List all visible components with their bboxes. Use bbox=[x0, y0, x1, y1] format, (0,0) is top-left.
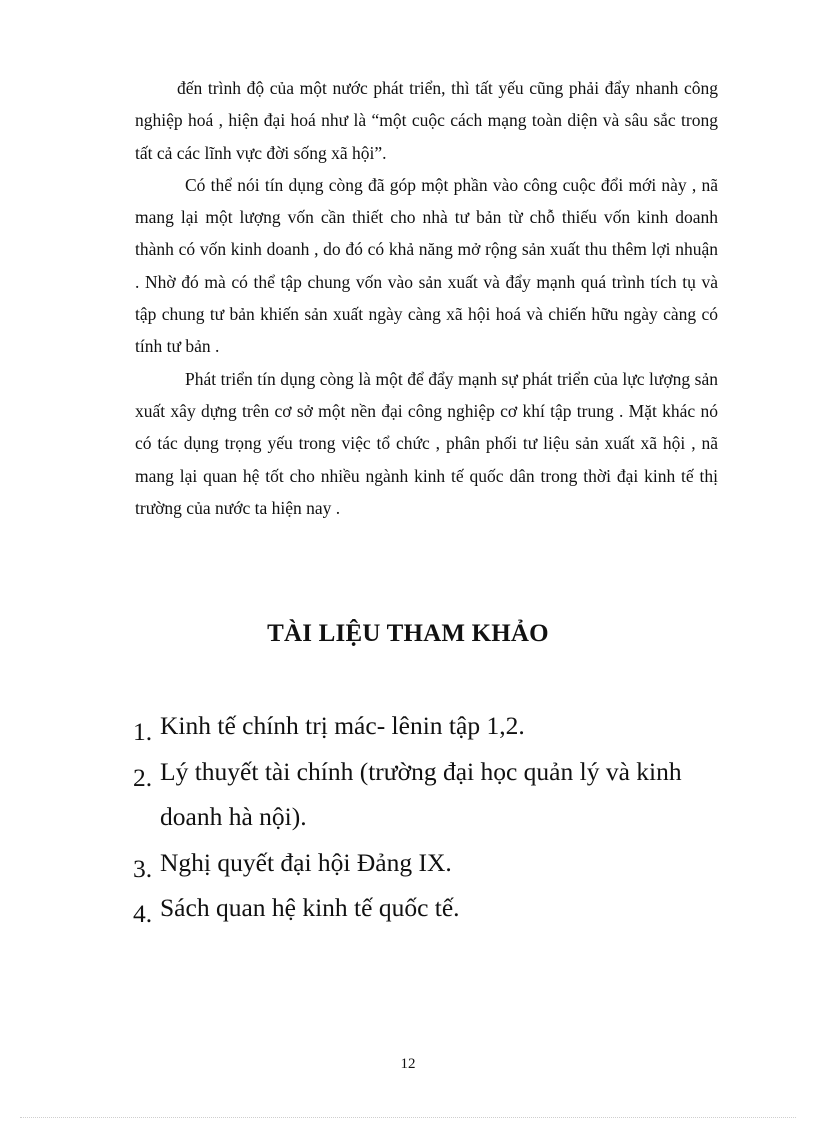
paragraph-3: Phát triển tín dụng còng là một để đẩy mạnh sự phát triển của lực lượng sản xuất xây dựng trên cơ sở một nền đại công nghiệp cơ khí tập trung . Mặt khác nó có tác dụng trọng yếu trong việc tổ chức , phân phối tư liệu sản xuất xã hội , nã mang lại quan hệ tốt cho nhiều ngành kinh tế quốc dân trong thời đại kinh tế thị trường của nước ta hiện nay . bbox=[135, 368, 718, 518]
references-heading: TÀI LIỆU THAM KHẢO bbox=[267, 620, 549, 647]
reference-text: Lý thuyết tài chính (trường đại học quản lý và kinh doanh hà nội). bbox=[160, 756, 682, 831]
reference-item-2 bbox=[133, 749, 733, 840]
reference-number: 4. bbox=[133, 899, 153, 928]
paragraph-2: Có thể nói tín dụng còng đã góp một phần vào công cuộc đổi mới này , nã mang lại một lượng vốn cần thiết cho nhà tư bản từ chỗ thiếu vốn kinh doanh thành có vốn kinh doanh , do đó có khả năng mở rộng sản xuất thu thêm lợi nhuận . Nhờ đó mà có thể tập chung vốn vào sản xuất và đẩy mạnh quá trình tích tụ và tập chung tư bản khiến sản xuất ngày càng xã hội hoá và chiến hữu ngày càng có tính tư bản . bbox=[135, 174, 718, 357]
reference-item-4 bbox=[133, 885, 733, 931]
reference-item-3 bbox=[133, 840, 733, 886]
body-text bbox=[135, 72, 718, 524]
page-number: 12 bbox=[400, 1056, 416, 1072]
reference-text: Kinh tế chính trị mác- lênin tập 1,2. bbox=[160, 711, 525, 740]
reference-number: 2. bbox=[133, 762, 153, 792]
paragraph-1: đến trình độ của một nước phát triển, thì tất yếu cũng phải đẩy nhanh công nghiệp hoá , hiện đại hoá như là “một cuộc cách mạng toàn diện và sâu sắc trong tất cả các lĩnh vực đời sống xã hội”. bbox=[135, 78, 718, 163]
reference-text: Nghị quyết đại hội Đảng IX. bbox=[160, 847, 452, 877]
reference-text: Sách quan hệ kinh tế quốc tế. bbox=[160, 893, 460, 922]
references-list bbox=[133, 703, 733, 931]
bottom-divider bbox=[20, 1117, 796, 1118]
reference-number: 3. bbox=[133, 853, 153, 883]
reference-item-1 bbox=[133, 703, 733, 749]
reference-number: 1. bbox=[133, 717, 153, 746]
